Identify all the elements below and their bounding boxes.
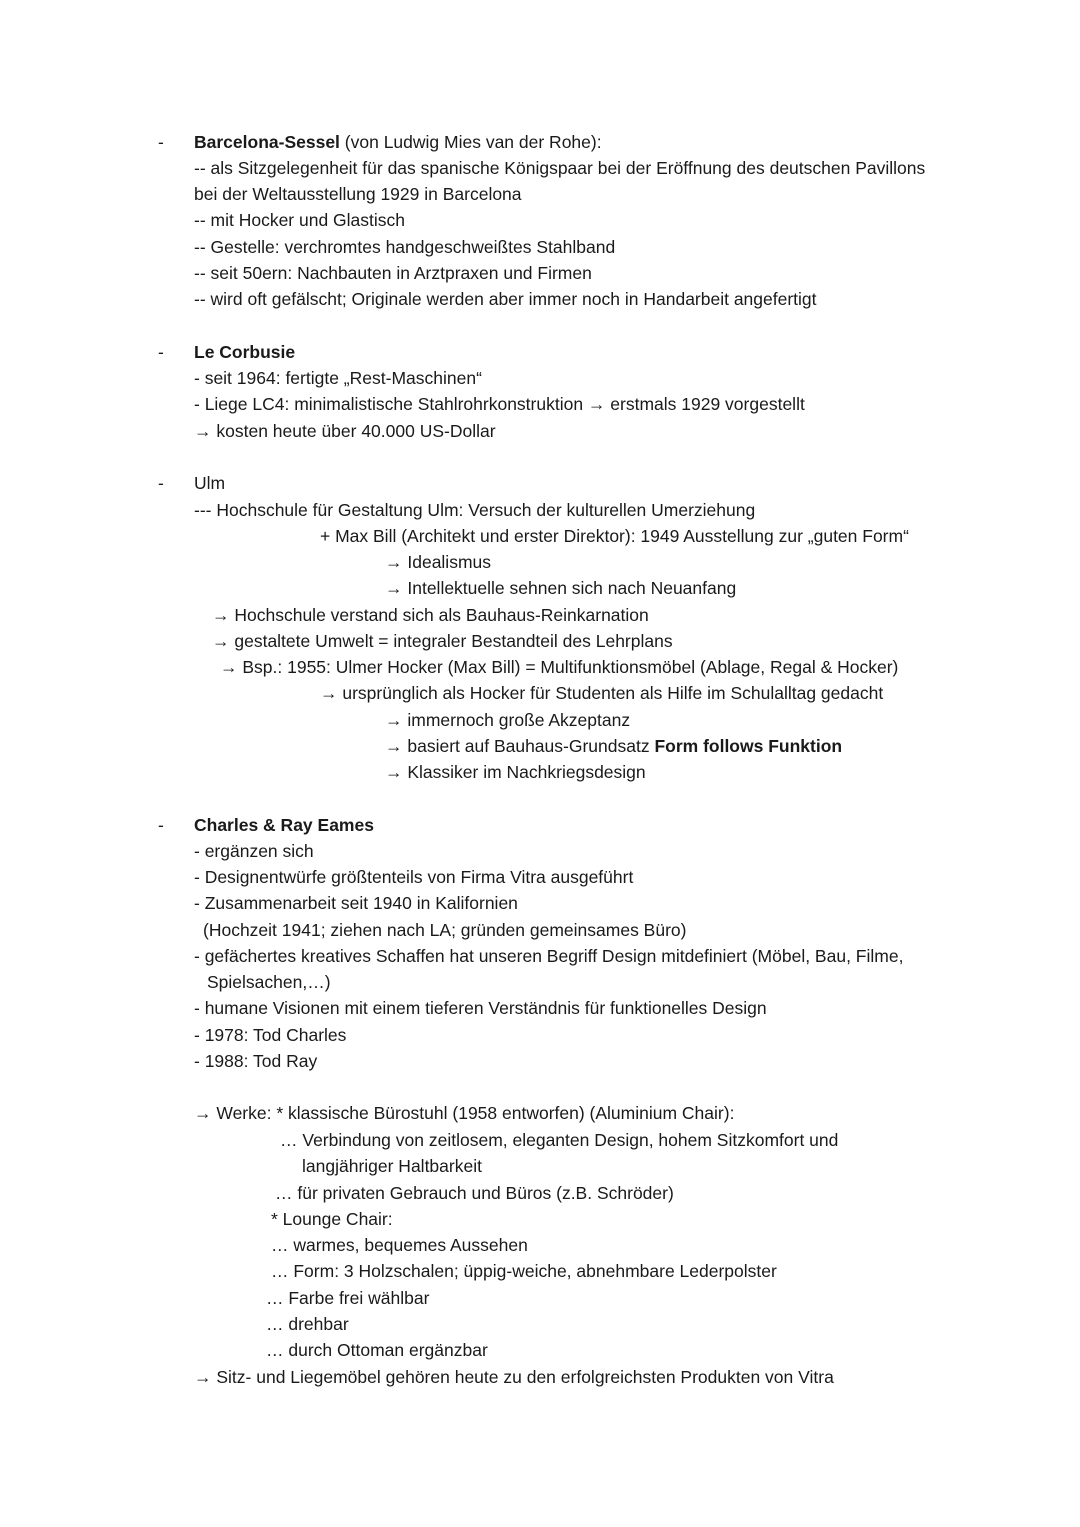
works-line: langjähriger Haltbarkeit bbox=[302, 1156, 482, 1176]
text-line: - 1988: Tod Ray bbox=[194, 1051, 318, 1071]
bullet-dash: - bbox=[158, 473, 164, 493]
text-line: → basiert auf Bauhaus-Grundsatz bbox=[385, 736, 655, 756]
text-line: -- Gestelle: verchromtes handgeschweißtes Stahlband bbox=[194, 237, 616, 257]
section-title-eames: Charles & Ray Eames bbox=[194, 815, 374, 835]
barcelona-title-rest: (von Ludwig Mies van der Rohe): bbox=[339, 132, 602, 152]
text-line: - ergänzen sich bbox=[194, 841, 314, 861]
section-title-corbusie: Le Corbusie bbox=[194, 342, 296, 362]
bullet-dash: - bbox=[158, 815, 164, 835]
text-line: → Bsp.: 1955: Ulmer Hocker (Max Bill) = Multifunktionsmöbel (Ablage, Regal & Hocker) bbox=[220, 657, 899, 677]
text-line: → gestaltete Umwelt = integraler Bestandteil des Lehrplans bbox=[212, 631, 673, 651]
text-line: → ursprünglich als Hocker für Studenten als Hilfe im Schulalltag gedacht bbox=[320, 683, 884, 703]
text-line: → Idealismus bbox=[385, 552, 492, 572]
bold-phrase: Form follows Funktion bbox=[654, 736, 843, 756]
text-line: - humane Visionen mit einem tieferen Verständnis für funktionelles Design bbox=[194, 998, 767, 1018]
text-line: -- als Sitzgelegenheit für das spanische Königspaar bei der Eröffnung des deutschen Pavillons bbox=[194, 158, 926, 178]
works-line: → Werke: * klassische Bürostuhl (1958 entworfen) (Aluminium Chair): bbox=[194, 1103, 735, 1123]
text-line: -- seit 50ern: Nachbauten in Arztpraxen und Firmen bbox=[194, 263, 592, 283]
text-line: → Klassiker im Nachkriegsdesign bbox=[385, 762, 646, 782]
barcelona-title: Barcelona-Sessel bbox=[194, 132, 340, 152]
works-line: … Verbindung von zeitlosem, eleganten Design, hohem Sitzkomfort und bbox=[280, 1130, 839, 1150]
text-line: -- mit Hocker und Glastisch bbox=[194, 210, 406, 230]
text-line: bei der Weltausstellung 1929 in Barcelona bbox=[194, 184, 522, 204]
works-line: … für privaten Gebrauch und Büros (z.B. Schröder) bbox=[275, 1183, 674, 1203]
works-line: … durch Ottoman ergänzbar bbox=[266, 1340, 488, 1360]
works-line: → Sitz- und Liegemöbel gehören heute zu den erfolgreichsten Produkten von Vitra bbox=[194, 1367, 834, 1387]
text-line: - Liege LC4: minimalistische Stahlrohrkonstruktion → erstmals 1929 vorgestellt bbox=[194, 394, 805, 414]
text-line: - gefächertes kreatives Schaffen hat unseren Begriff Design mitdefiniert (Möbel, Bau, Filme, bbox=[194, 946, 904, 966]
works-line: * Lounge Chair: bbox=[271, 1209, 393, 1229]
text-line: Spielsachen,…) bbox=[207, 972, 331, 992]
text-line: + Max Bill (Architekt und erster Direktor): 1949 Ausstellung zur „guten Form“ bbox=[320, 526, 909, 546]
text-line: - 1978: Tod Charles bbox=[194, 1025, 347, 1045]
text-line: - seit 1964: fertigte „Rest-Maschinen“ bbox=[194, 368, 482, 388]
text-line-form-follows bbox=[385, 735, 842, 757]
works-line: … warmes, bequemes Aussehen bbox=[271, 1235, 528, 1255]
bullet-dash: - bbox=[158, 342, 164, 362]
text-line: - Designentwürfe größtenteils von Firma Vitra ausgeführt bbox=[194, 867, 634, 887]
text-line: → Intellektuelle sehnen sich nach Neuanfang bbox=[385, 578, 737, 598]
text-line: -- wird oft gefälscht; Originale werden aber immer noch in Handarbeit angefertigt bbox=[194, 289, 817, 309]
text-line: → immernoch große Akzeptanz bbox=[385, 710, 631, 730]
text-line: (Hochzeit 1941; ziehen nach LA; gründen gemeinsames Büro) bbox=[203, 920, 687, 940]
section-title-barcelona bbox=[194, 131, 602, 153]
text-line: - Zusammenarbeit seit 1940 in Kalifornien bbox=[194, 893, 518, 913]
works-line: … drehbar bbox=[266, 1314, 349, 1334]
text-line: --- Hochschule für Gestaltung Ulm: Versuch der kulturellen Umerziehung bbox=[194, 500, 756, 520]
works-line: … Form: 3 Holzschalen; üppig-weiche, abnehmbare Lederpolster bbox=[271, 1261, 777, 1281]
section-title-ulm: Ulm bbox=[194, 473, 226, 493]
bullet-dash: - bbox=[158, 132, 164, 152]
works-line: … Farbe frei wählbar bbox=[266, 1288, 430, 1308]
text-line: → kosten heute über 40.000 US-Dollar bbox=[194, 421, 496, 441]
text-line: → Hochschule verstand sich als Bauhaus-Reinkarnation bbox=[212, 605, 649, 625]
